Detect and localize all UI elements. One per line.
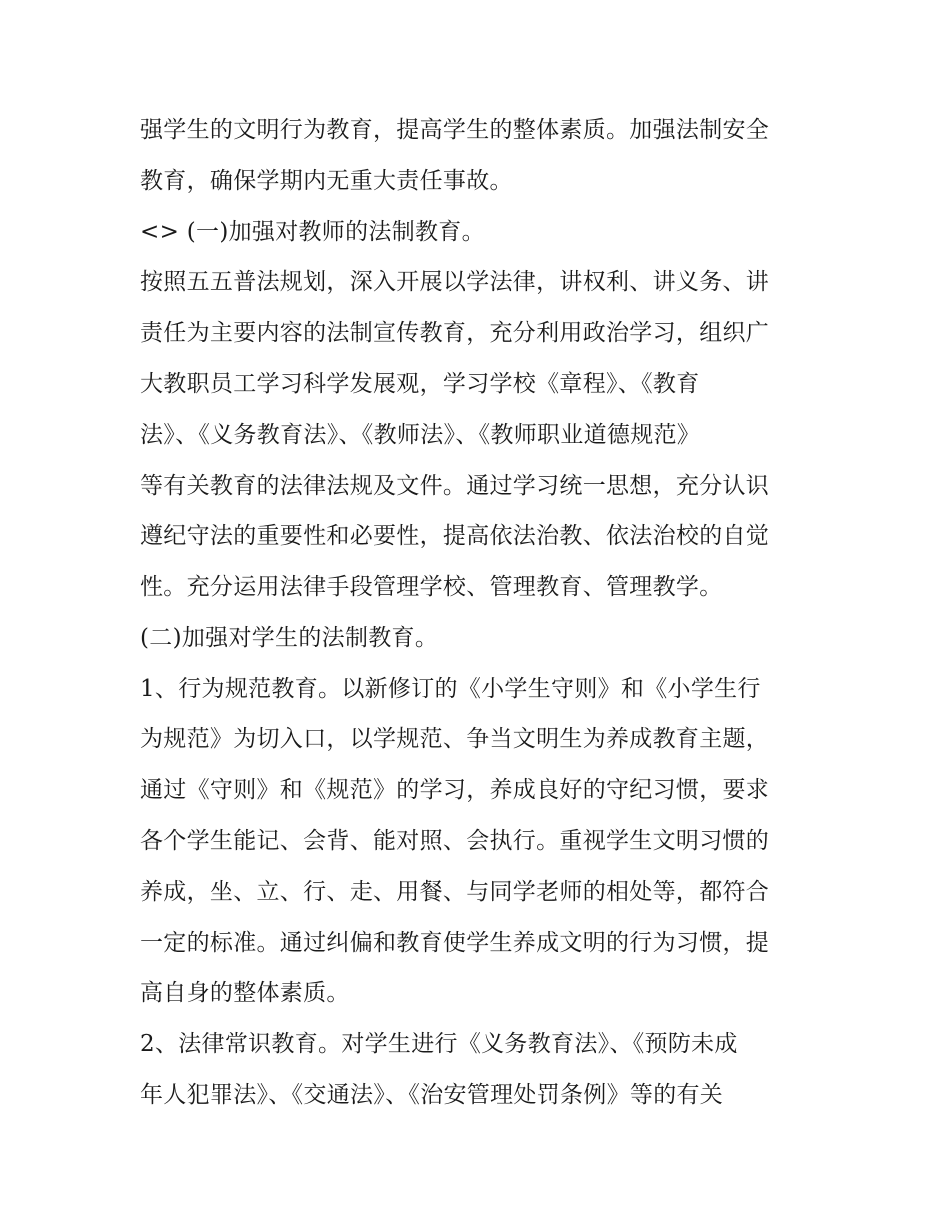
body-text-line: 养成，坐、立、行、走、用餐、与同学老师的相处等，都符合 xyxy=(140,879,770,905)
body-text-line: 教育，确保学期内无重大责任事故。 xyxy=(140,168,513,194)
body-text-line: 遵纪守法的重要性和必要性，提高依法治教、依法治校的自觉 xyxy=(140,523,770,549)
body-text-line: 法》、《义务教育法》、《教师法》、《教师职业道德规范》 xyxy=(140,422,701,448)
body-text-line: 为规范》为切入口，以学规范、争当文明生为养成教育主题， xyxy=(140,726,770,752)
body-text-line: 性。充分运用法律手段管理学校、管理教育、管理教学。 xyxy=(140,574,723,600)
body-text-line: 责任为主要内容的法制宣传教育，充分利用政治学习，组织广 xyxy=(140,320,770,346)
body-text-line: 1、行为规范教育。以新修订的《小学生守则》和《小学生行 xyxy=(140,676,761,702)
body-text-line: 大教职员工学习科学发展观，学习学校《章程》、《教育 xyxy=(140,371,700,397)
body-text-line: 各个学生能记、会背、能对照、会执行。重视学生文明习惯的 xyxy=(140,828,770,854)
section-heading: (二)加强对学生的法制教育。 xyxy=(140,625,439,651)
body-text-line: 高自身的整体素质。 xyxy=(140,980,350,1006)
body-text-line: 强学生的文明行为教育，提高学生的整体素质。加强法制安全 xyxy=(140,117,770,143)
body-text-line: 等有关教育的法律法规及文件。通过学习统一思想，充分认识 xyxy=(140,473,770,499)
section-heading: <> (一)加强对教师的法制教育。 xyxy=(140,219,485,245)
body-text-line: 2、法律常识教育。对学生进行《义务教育法》、《预防未成 xyxy=(140,1031,738,1057)
body-text-line: 按照五五普法规划，深入开展以学法律，讲权利、讲义务、讲 xyxy=(140,269,770,295)
body-text-line: 通过《守则》和《规范》的学习，养成良好的守纪习惯，要求 xyxy=(140,777,770,803)
body-text-line: 一定的标准。通过纠偏和教育使学生养成文明的行为习惯，提 xyxy=(140,930,770,956)
body-text-line: 年人犯罪法》、《交通法》、《治安管理处罚条例》等的有关 xyxy=(140,1082,724,1108)
